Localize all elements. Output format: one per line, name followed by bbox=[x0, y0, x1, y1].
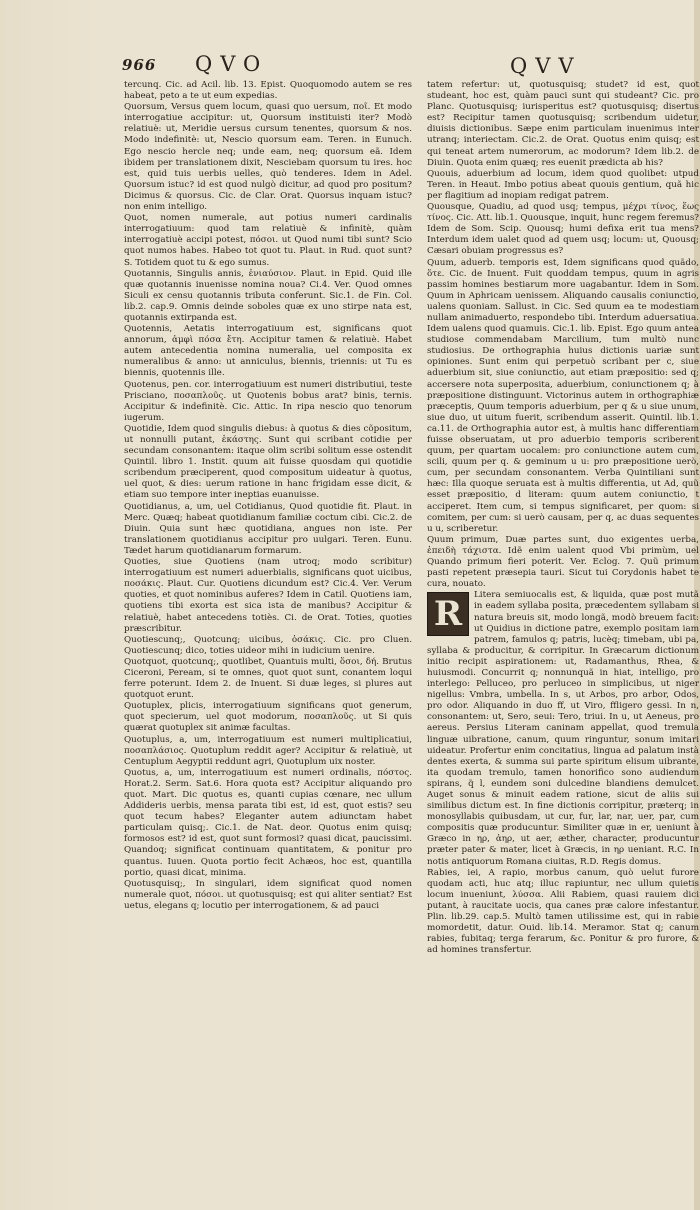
entry-quotusquisque: Quotusquisq;, In singulari, idem significat quod nomen numerale quot, πόσοι. ut quotusquisq; est qui aliter sentiat? Est uetus, elegans q; locutio per interrogationem, & ad pauci bbox=[124, 878, 412, 911]
page-number: 966 bbox=[122, 56, 157, 74]
page-gutter-shading bbox=[0, 0, 100, 1210]
entry-quorsum: Quorsum, Versus quem locum, quasi quo uersum, ποῖ. Et modo interrogatiue accipitur: ut, Quorsum instituisti iter? Modò relatiuè: ut, Meridie uersus cursum tenentes, quorsum & nos. Modo indefinitè: ut, Nescio quorsum eam. Teren. in Eunuch. Ego nescio hercle neq; unde eam, neq; quorsum eã. Idem ibidem per translationem dixit, Nesciebam quorsum tu ires. hoc est, quid tuis uerbis uelles, quò tenderes. Idem in Adel. Quorsum istuc? id est quod nulgò dicitur, ad quod pro positum? Dicimus & quorsus. Cic. de Clar. Orat. Quorsus inquam istuc? non enim intelligo. bbox=[124, 102, 412, 213]
entry-quouis: Quouis, aduerbium ad locum, idem quod quolibet: utpud Teren. in Heaut. Imbo potius abeat quouis gentium, quã hic per flagitium ad inopiam redigat patrem. bbox=[427, 168, 699, 201]
entry-continuation: tatem refertur: ut, quotusquisq; studet? id est, quot studeant, hoc est, quàm pauci sunt qui studeant? Cic. pro Planc. Quotusquisq; iurisperitus est? quotusquisq; disertus est? Recipitur tamen quotusquisq; scribendum uidetur, diuisis dictionibus. Sæpe enim particulam inuenimus inter utranq; interiectam. Cic.2. de Orat. Quotus enim quisq; est qui teneat artem numerorum, ac modorum? Idem lib.2. de Diuin. Quota enim quæq; res euenit prædicta ab his? bbox=[427, 80, 699, 168]
running-headword-right: QVV bbox=[510, 54, 582, 78]
entry-quotidianus: Quotidianus, a, um, uel Cotidianus, Quod quotidie fit. Plaut. in Merc. Quæq; habeat quotidianum familiæ coctum cibi. Cic.2. de Diuin. Quia sunt hæc quotidiana, angues non iste. Per translationem quotidianus accipitur pro uulgari. Teren. Eunu. Tædet harum quotidianarum formarum. bbox=[124, 501, 412, 556]
entry-quotennis: Quotennis, Aetatis interrogatiuum est, significans quot annorum, ἀμφὶ πόσα ἔτη. Accipitur tamen & relatiuè. Habet autem antecedentia nomina numeralia, uel composita ex numeralibus & anno: ut anniculus, biennis, triennis: ut Tu es biennis, quotennis ille. bbox=[124, 324, 412, 379]
entry-quum: Quum, aduerb. temporis est, Idem significans quod quãdo, ὅτε. Cic. de Inuent. Fuit quoddam tempus, quum in agris passim homines bestiarum more uagabantur. Idem in Som. Quum in Aphricam uenissem. Aliquando causalis coniunctio, ualens quoniam. Sallust. in Cic. Sed quum ea te modestiam nullam animaduerto, respondebo tibi. Interdum aduersatiua. Idem ualens quod quamuis. Cic.1. lib. Epist. Ego quum antea studiose commendabam Marcilium, tum multò nunc studiosius. De orthographia huius dictionis uariæ sunt opiniones. Sunt enim qui perpetuò scribant per c, siue aduerbium sit, siue coniunctio, aut etiam præpositio: sed q; accersere nota superposita, aduerbium, coniunctionem q; à præpositione distinguunt. Victorinus autem in orthographiæ præceptis, Quum temporis aduerbium, per q & u siue unum, siue duo, ut uitum fuerit, scribendum asserit. Quintil. lib.1. ca.11. de Orthographia autor est, à multis hanc differentiam fuisse obseruatam, ut pro aduerbio temporis scriberent quum, per quartam uocalem: pro coniunctione autem cum, scili, quum per q. & geminum u u: pro præpositione uerò, cum, per secundam consonantem. Verba Quintiliani sunt hæc: Illa quoque seruata est à multis differentia, ut Ad, quũ esset præpositio, d literam: quum autem coniunctio, t acciperet. Item cum, si tempus significaret, per quom: si comitem, per cum: si uerò causam, per q, ac duas sequentes u u, scriberetur. bbox=[427, 257, 699, 534]
decorated-initial-r: R bbox=[427, 592, 469, 636]
entry-quotuplex: Quotuplex, plicis, interrogatiuum significans quot generum, quot specierum, uel quot modorum, ποσαπλοῦς. ut Si quis quærat quotuplex sit animæ facultas. bbox=[124, 701, 412, 734]
running-headword-left: QVO bbox=[195, 52, 269, 76]
entry-quotiescunque: Quotiescunq;, Quotcunq; uicibus, ὁσάκις. Cic. pro Cluen. Quotiescunq; dico, toties uideor mihi in iudicium uenire. bbox=[124, 634, 412, 656]
entry-quotannis: Quotannis, Singulis annis, ἐνιαύσιον. Plaut. in Epid. Quid ille quæ quotannis inuenisse nomina noua? Ci.4. Ver. Quod omnes Siculi ex censu quotannis tributa conferunt. Sic.1. de Fin. Col. lib.2. cap.9. Omnis deinde soboles quæ ex uno stirpe nata est, quotannis extirpanda est. bbox=[124, 268, 412, 323]
left-column bbox=[124, 80, 412, 1120]
entry-quotquot: Quotquot, quotcunq;, quotlibet, Quantuis multi, ὅσοι, δή. Brutus Ciceroni, Peream, si te omnes, quot quot sunt, conantem loqui ferre poterunt. Idem 2. de Inuent. Si duæ leges, si plures aut quotquot erunt. bbox=[124, 656, 412, 701]
entry-quotuplus: Quotuplus, a, um, interrogatiuum est numeri multiplicatiui, ποσαπλάσιος. Quotuplum reddit ager? Accipitur & relatiuè, ut Centuplum Aegyptii reddunt agri, Quotuplum uix noster. bbox=[124, 734, 412, 767]
entry-quum-primum: Quum primum, Duæ partes sunt, duo exigentes uerba, ἐπειδὴ τάχιστα. Idẽ enim ualent quod Vbi primùm, uel Quando primum fieri poterit. Ver. Eclog. 7. Quũ primum pasti repetent præsepia tauri. Sicut tui Corydonis habet te cura, nouato. bbox=[427, 534, 699, 590]
entry-quotidie: Quotidie, Idem quod singulis diebus: à quotus & dies cõpositum, ut nonnulli putant, ἑκάστης. Sunt qui scribant cotidie per secundam consonantem: itaque olim scribi solitum esse ostendit Quintil. libro 1. Instit. quum ait fuisse quosdam qui quotidie scribendum præciperent, quod compositum uideatur à quotus, uel quot, & dies: uerum ratione in hanc frigidam esse dicit, & etiam suo tempore inter ineptias euanuisse. bbox=[124, 423, 412, 501]
entry-letter-r-text: Litera semiuocalis est, & liquida, quæ post mutã in eadem syllaba posita, præcedentem syllabam si natura breuis sit, modo longã, modò breuem facit: ut Quidius in dictione patre, exemplo positam iam patrem, famulos q; patris, lucèq; timebam, ubi pa, syllaba & producitur, & corripitur. In Græcarum dictionum initio recipit aspirationem: ut, Radamanthus, Rhea, & huiusmodi. Concurrit q; nonnunquã in hiat, intelligo, pro interlego: Pelluceo, pro perluceo in simplicibus, ut niger nigellus: Vmbra, umbella. In s, ut Arbos, pro arbor, Odos, pro odor. Aliquando in duo ff, ut Viro, ffligero gessi. In n, consonantem: ut, Sero, seui: Tero, triui. In u, ut Aeneus, pro aereus. Persius Literam caninam appellat, quod tremula linguæ uibratione, canum, quum ringuntur, sonum imitari uideatur. Profertur enim concitatius, lingua ad palatum instà dentes exerta, & summa sui parte spiritum elisum uibrante, ita quodam tremulo, tamen honorifico sono audiendum spirans, q̃ l, eundem soni dulcedine blandiens demulcet. Auget sonus & minuit eadem ratione, sicut de aliis sui similibus dictum est. In fine dictionis corripitur, præterq; in monosyllabis quibusdam, ut cur, fur, lar, nar, uer, par, cum compositis quæ producuntur. Similiter quæ in er, ueniunt à Græco in ηρ, ἀηρ, ut aer, æther, character, producuntur præter pater & mater, licet à Græcis, in ηρ ueniant. R.C. In notis antiquorum Romana ciuitas, R.D. Regis domus. bbox=[427, 590, 699, 867]
entry-rabies: Rabies, iei, A rapio, morbus canum, quò uelut furore quodam acti, huc atq; illuc rapiuntur, nec ullum quietis locum inueniunt, λύσσα. Alii Rabiem, quasi rauiem dici putant, à raucitate uocis, qua canes præ calore infestantur. Plin. lib.29. cap.5. Multò tamen utilissime est, qui in rabie momordetit, datur. Ouid. lib.14. Meramor. Stat q; canum rabies, fubitaq; terga ferarum, &c. Ponitur & pro furore, & ad homines transfertur. bbox=[427, 867, 699, 956]
entry-quotenus: Quotenus, pen. cor. interrogatiuum est numeri distributiui, teste Prisciano, ποσαπλοῦς. ut Quotenis bobus arat? binis, ternis. Accipitur & indefinitè. Cic. Attic. In ripa nescio quo tenorum iugerum. bbox=[124, 379, 412, 423]
entry-letter-r bbox=[427, 590, 699, 867]
entry-quotus: Quotus, a, um, interrogatiuum est numeri ordinalis, πόστος. Horat.2. Serm. Sat.6. Hora quota est? Accipitur aliquando pro quot. Mart. Dic quotus es, quanti cupias cœnare, nec ullum Addideris uerbis, mensa parata tibi est, id est, quot estis? seu quot tecum habes? Eleganter autem adiunctam habet particulam quisq;. Cic.1. de Nat. deor. Quotus enim quisq; formosos est? id est, quot sunt formosi? quasi dicat, paucissimi. Quandoq; significat continuam quantitatem, & ponitur pro quantus. Iuuen. Quota portio fecit Achæos, hoc est, quantilla portio, quasi dicat, minima. bbox=[124, 767, 412, 878]
entry-quoties: Quoties, siue Quotiens (nam utroq; modo scribitur) interrogatiuum est numeri aduerbialis, significans quot uicibus, ποσάκις. Plaut. Cur. Quotiens dicundum est? Cic.4. Ver. Verum quoties, et quot nominibus auferes? Idem in Catil. Quotiens iam, quotiens tibi exorta est sica ista de manibus? Accipitur & relatiuè, habet antecedens totiès. Ci. de Orat. Toties, quoties præscribitur. bbox=[124, 557, 412, 634]
right-column bbox=[427, 80, 699, 1140]
entry-quousque: Quousque, Quadiu, ad quod usq; tempus, μέχρι τίνος, ἕως τίνος. Cic. Att. lib.1. Quousque, inquit, hunc regem feremus? Idem de Som. Scip. Quousq; humi defixa erit tua mens? Interdum idem ualet quod ad quem usq; locum: ut, Quousq; Cæsari obuiam progressus es? bbox=[427, 202, 699, 257]
running-header bbox=[120, 52, 700, 78]
entry: tercunq. Cic. ad Acil. lib. 13. Epist. Quoquomodo autem se res habeat, peto a te ut eum expedias. bbox=[124, 80, 412, 102]
entry-quot: Quot, nomen numerale, aut potius numeri cardinalis interrogatiuum: quod tam relatiuè & infinitè, quàm interrogatiuè accipi potest, πόσοι. ut Quod numi tibi sunt? Scio quot numos habes. Habeo tot quot tu. Plaut. in Rud. quot sunt? S. Totidem quot tu & ego sumus. bbox=[124, 213, 412, 268]
